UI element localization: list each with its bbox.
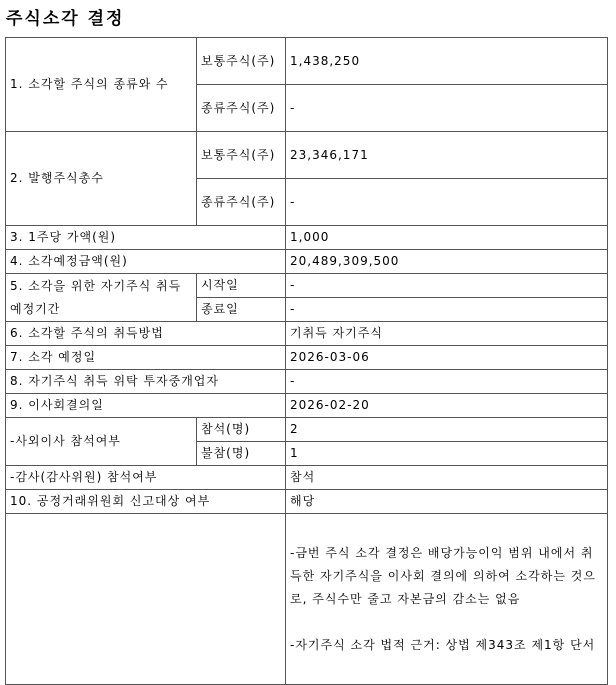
row-value: 1,000: [286, 226, 608, 250]
row-label: 8. 자기주식 취득 위탁 투자중개업자: [6, 370, 286, 394]
row-sub-label: 불참(명): [197, 442, 286, 466]
row-value: 2026-02-20: [286, 394, 608, 418]
row-sub-label: 보통주식(주): [197, 132, 286, 179]
table-row: [6, 250, 608, 274]
table-row: [6, 38, 608, 85]
row-sub-label: 종료일: [197, 298, 286, 322]
row-sub-label: 종류주식(주): [197, 179, 286, 226]
note-text: -자기주식 소각 법적 근거: 상법 제343조 제1항 단서: [290, 637, 596, 652]
row-label: 9. 이사회결의일: [6, 394, 286, 418]
row-value: 해당: [286, 490, 608, 514]
table-row: [6, 394, 608, 418]
row-value: -: [286, 85, 608, 132]
notes-cell: [286, 514, 608, 685]
row-value: 23,346,171: [286, 132, 608, 179]
row-label: -감사(감사위원) 참석여부: [6, 466, 286, 490]
row-value: 기취득 자기주식: [286, 322, 608, 346]
row-label: 1. 소각할 주식의 종류와 수: [6, 38, 197, 132]
table-row: [6, 322, 608, 346]
row-value: 20,489,309,500: [286, 250, 608, 274]
row-value: 2: [286, 418, 608, 442]
table-row: [6, 346, 608, 370]
row-sub-label: 보통주식(주): [197, 38, 286, 85]
row-label: 3. 1주당 가액(원): [6, 226, 286, 250]
row-value: 1,438,250: [286, 38, 608, 85]
row-value: 1: [286, 442, 608, 466]
row-label: 6. 소각할 주식의 취득방법: [6, 322, 286, 346]
stock-retirement-table: [5, 37, 608, 685]
table-row: [6, 466, 608, 490]
row-label: 5. 소각을 위한 자기주식 취득 예정기간: [6, 274, 197, 322]
row-label-empty: [6, 514, 286, 685]
row-value: 2026-03-06: [286, 346, 608, 370]
row-value: -: [286, 274, 608, 298]
row-value: 참석: [286, 466, 608, 490]
table-row: [6, 132, 608, 179]
row-value: -: [286, 370, 608, 394]
table-row: [6, 490, 608, 514]
row-label: 4. 소각예정금액(원): [6, 250, 286, 274]
row-label: 7. 소각 예정일: [6, 346, 286, 370]
row-sub-label: 종류주식(주): [197, 85, 286, 132]
table-row: [6, 418, 608, 442]
row-value: -: [286, 179, 608, 226]
row-value: -: [286, 298, 608, 322]
row-label: 2. 발행주식총수: [6, 132, 197, 226]
row-label: -사외이사 참석여부: [6, 418, 197, 466]
table-row: [6, 514, 608, 685]
note-text: -금번 주식 소각 결정은 배당가능이익 범위 내에서 취득한 자기주식을 이사회 결의에 의하여 소각하는 것으로, 주식수만 줄고 자본금의 감소는 없음: [290, 545, 596, 606]
row-label: 10. 공정거래위원회 신고대상 여부: [6, 490, 286, 514]
table-row: [6, 370, 608, 394]
page-title: 주식소각 결정: [6, 9, 125, 29]
table-row: [6, 274, 608, 298]
row-sub-label: 참석(명): [197, 418, 286, 442]
table-row: [6, 226, 608, 250]
row-sub-label: 시작일: [197, 274, 286, 298]
